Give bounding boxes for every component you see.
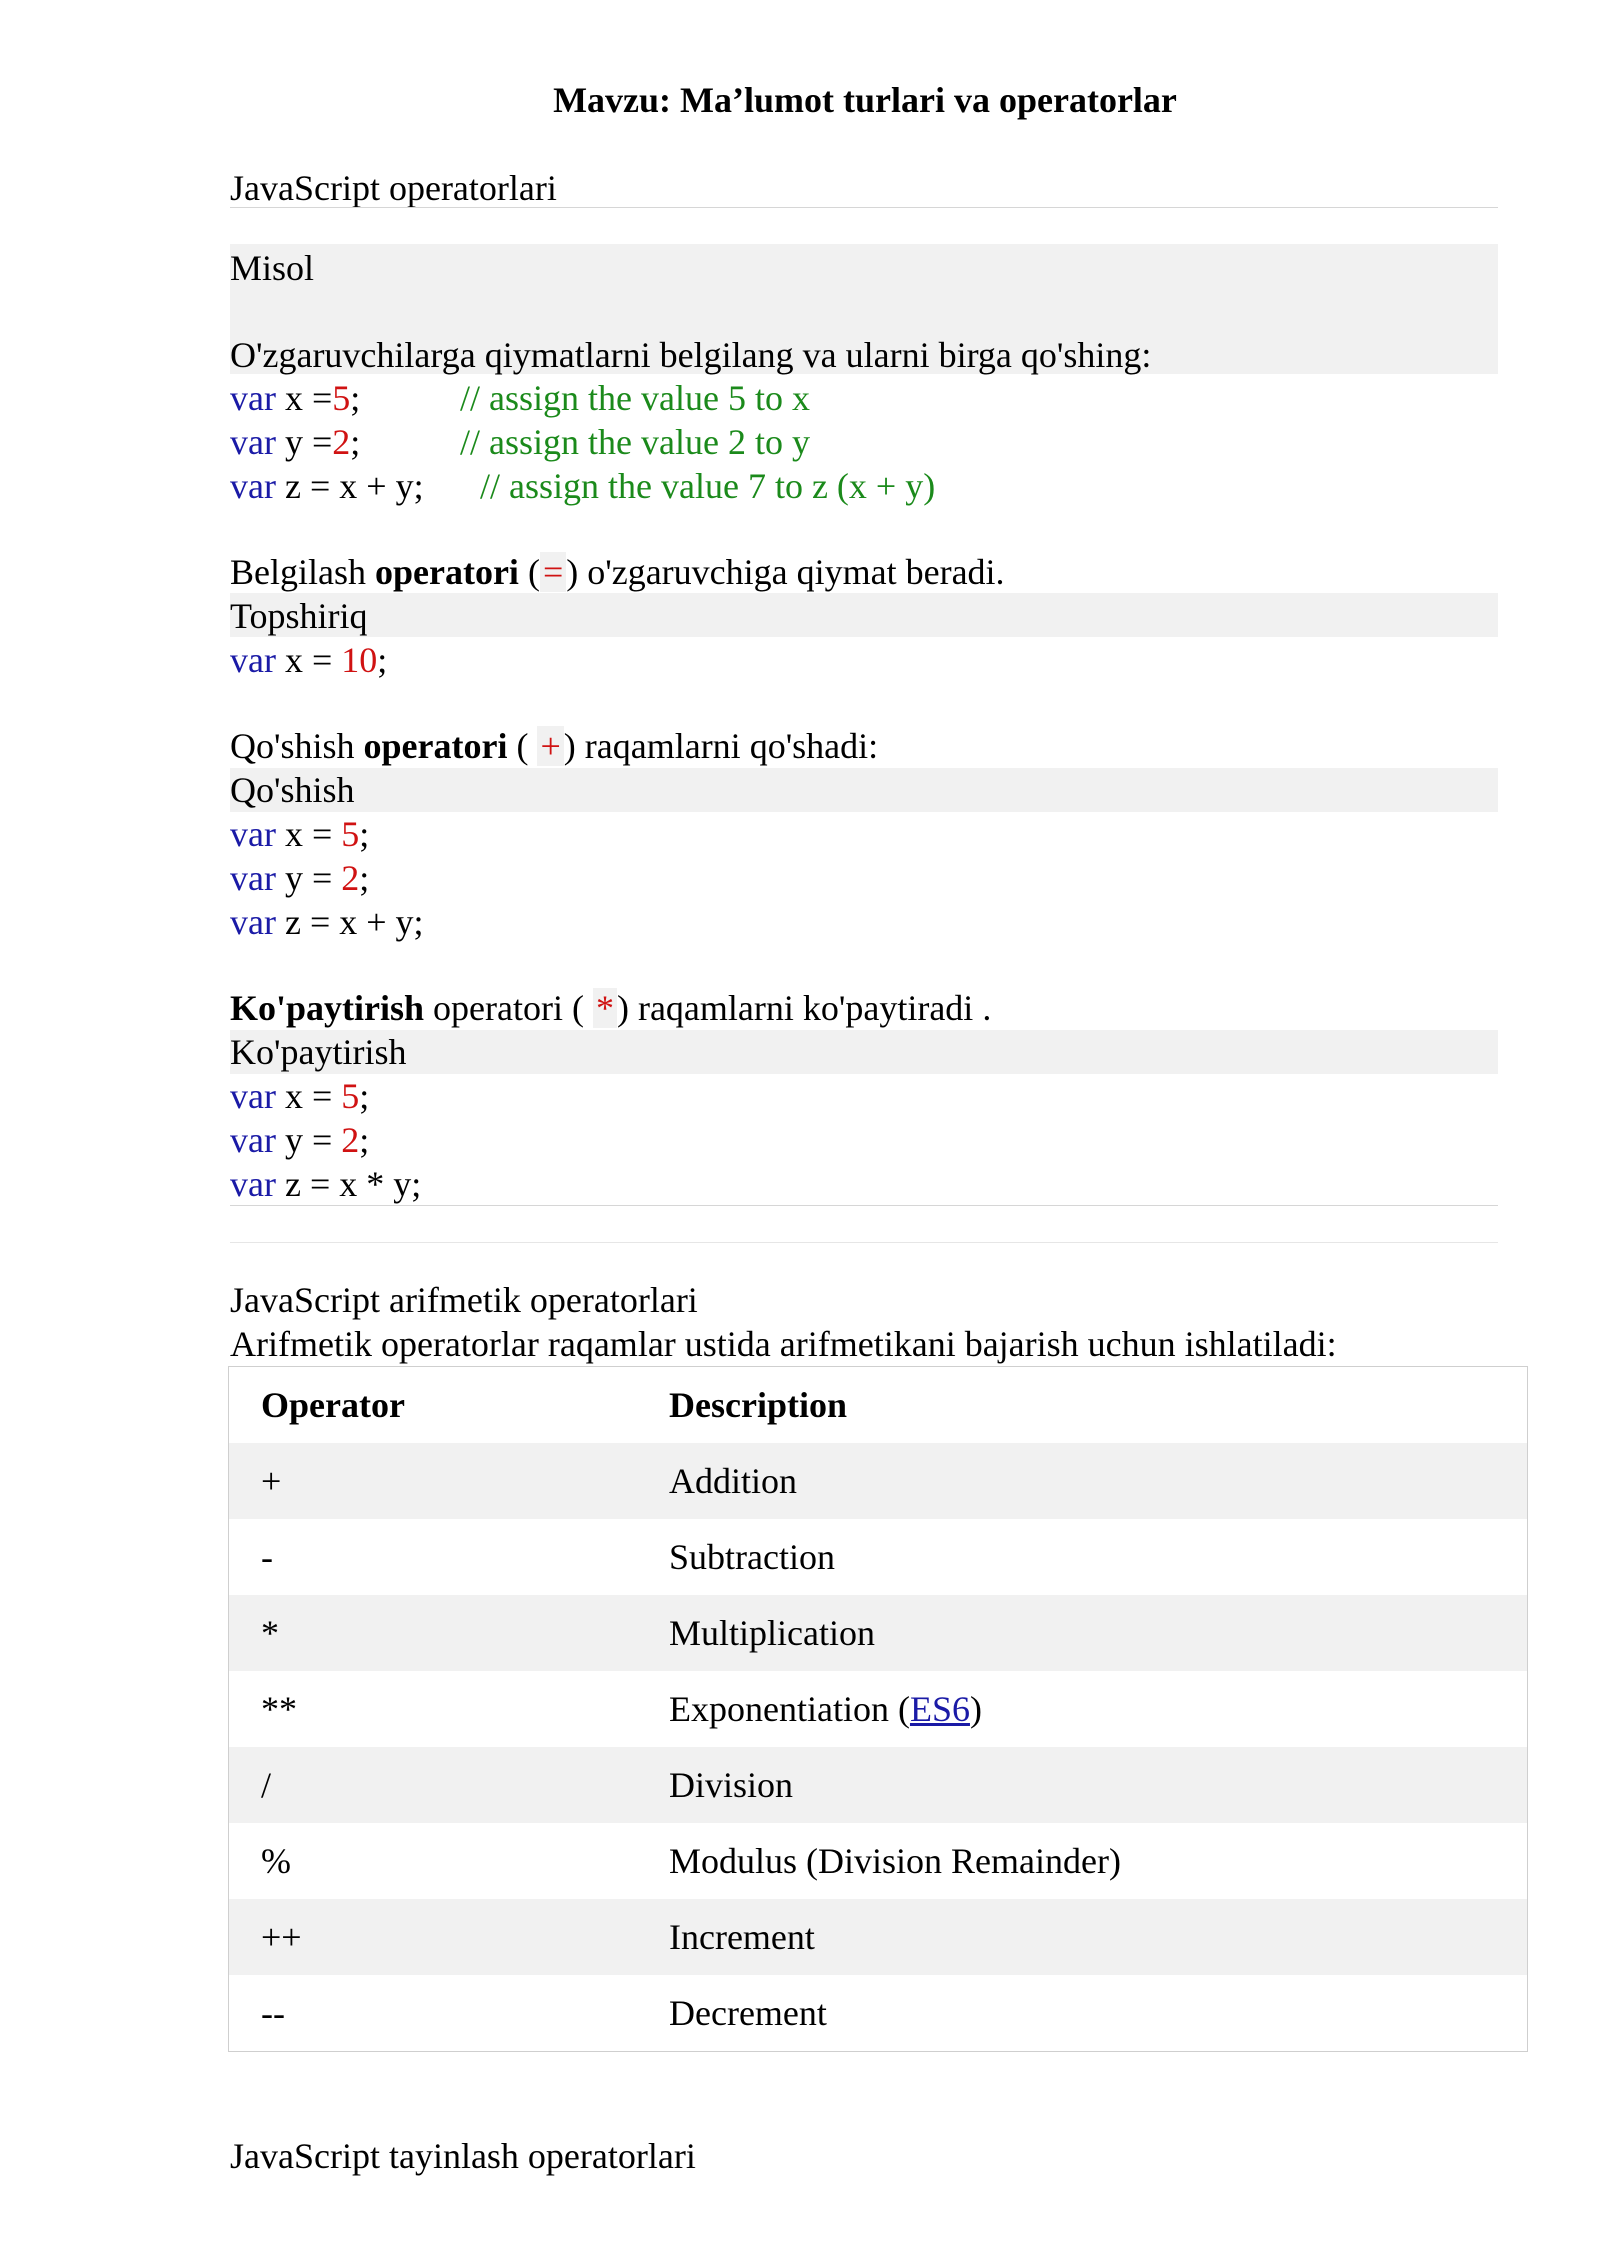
code-line: var y = 2;	[230, 858, 370, 898]
description-cell: Addition	[669, 1461, 798, 1501]
divider	[230, 207, 1498, 208]
table-row	[229, 1671, 1527, 1747]
operator-cell: --	[261, 1993, 285, 2033]
table-row	[229, 1595, 1527, 1671]
column-header-description: Description	[669, 1385, 847, 1425]
code-line: var z = x + y;	[230, 902, 424, 942]
operator-cell: **	[261, 1689, 297, 1729]
column-header-operator: Operator	[261, 1385, 405, 1425]
section-heading: JavaScript tayinlash operatorlari	[230, 2136, 696, 2176]
description-cell: Modulus (Division Remainder)	[669, 1841, 1121, 1881]
operator-cell: +	[261, 1461, 282, 1501]
table-row	[229, 1443, 1527, 1519]
operators-table	[228, 1366, 1528, 2052]
operator-cell: ++	[261, 1917, 302, 1957]
operator-cell: *	[261, 1613, 279, 1653]
es6-link[interactable]: ES6	[909, 1689, 970, 1729]
description-cell: Increment	[669, 1917, 815, 1957]
code-line: var z = x + y; // assign the value 7 to z (x + y)	[230, 466, 936, 506]
code-comment: // assign the value 5 to x	[460, 378, 810, 418]
divider	[230, 1205, 1498, 1206]
example-header-background	[230, 768, 1498, 812]
description-cell: Division	[669, 1765, 794, 1805]
description-cell: Decrement	[669, 1993, 827, 2033]
code-line: var x = 10;	[230, 640, 388, 680]
code-line: var x =5; // assign the value 5 to x	[230, 378, 810, 418]
example-label: Topshiriq	[230, 596, 368, 636]
code-line: var y = 2;	[230, 1120, 370, 1160]
mul-operator-sentence: Ko'paytirish operatori ( *) raqamlarni ko'paytiradi .	[230, 988, 992, 1028]
example-header-background	[230, 593, 1498, 637]
table-row	[229, 1975, 1527, 2051]
example-header-background	[230, 1030, 1498, 1074]
operator-symbol: +	[537, 726, 563, 766]
add-operator-sentence: Qo'shish operatori ( +) raqamlarni qo'shadi:	[230, 726, 879, 766]
code-line: var z = x * y;	[230, 1164, 422, 1204]
divider	[230, 1242, 1498, 1243]
operator-cell: -	[261, 1537, 273, 1577]
operator-symbol: *	[593, 988, 617, 1028]
code-line: var y =2; // assign the value 2 to y	[230, 422, 810, 462]
operator-cell: %	[261, 1841, 291, 1881]
example-description: O'zgaruvchilarga qiymatlarni belgilang va ularni birga qo'shing:	[230, 335, 1152, 375]
table-row	[229, 1519, 1527, 1595]
operator-cell: /	[261, 1765, 272, 1805]
section-heading: JavaScript operatorlari	[230, 168, 557, 208]
table-row	[229, 1823, 1527, 1899]
section-heading: JavaScript arifmetik operatorlari	[230, 1280, 698, 1320]
assign-operator-sentence: Belgilash operatori (=) o'zgaruvchiga qiymat beradi.	[230, 552, 1005, 592]
operator-symbol: =	[540, 552, 566, 592]
description-cell: Multiplication	[669, 1613, 875, 1653]
description-cell: Exponentiation (ES6)	[669, 1689, 982, 1729]
code-line: var x = 5;	[230, 814, 370, 854]
example-label: Misol	[230, 248, 315, 288]
code-line: var x = 5;	[230, 1076, 370, 1116]
table-header-row	[229, 1367, 1527, 1443]
table-row	[229, 1899, 1527, 1975]
page-title: Mavzu: Ma’lumot turlari va operatorlar	[553, 80, 1177, 120]
example-label: Ko'paytirish	[230, 1032, 407, 1072]
section-description: Arifmetik operatorlar raqamlar ustida arifmetikani bajarish uchun ishlatiladi:	[230, 1324, 1337, 1364]
description-cell: Subtraction	[669, 1537, 835, 1577]
code-comment: // assign the value 7 to z (x + y)	[480, 466, 936, 506]
code-comment: // assign the value 2 to y	[460, 422, 810, 462]
example-label: Qo'shish	[230, 770, 355, 810]
table-row	[229, 1747, 1527, 1823]
